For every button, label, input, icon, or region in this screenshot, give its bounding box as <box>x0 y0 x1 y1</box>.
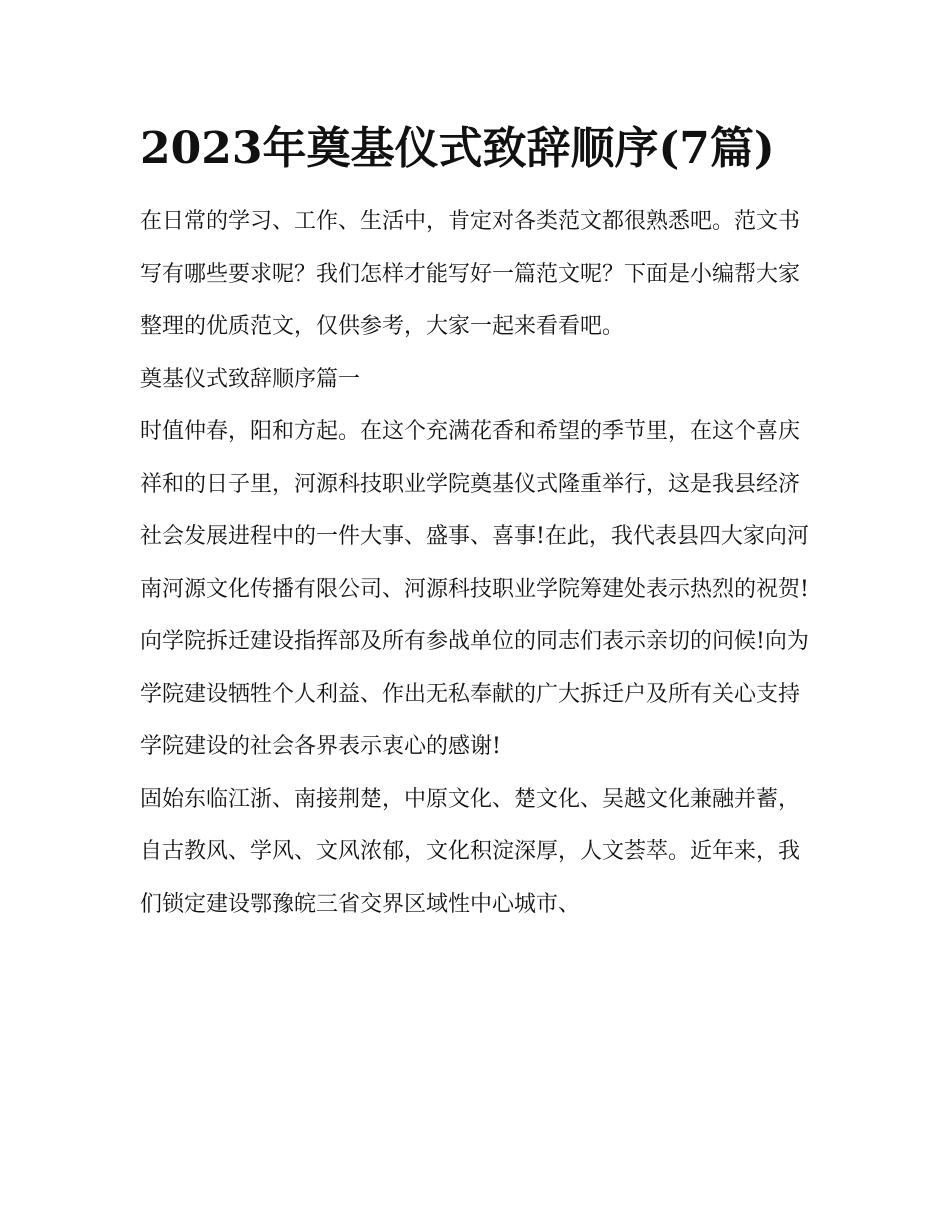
intro-paragraph: 在日常的学习、工作、生活中，肯定对各类范文都很熟悉吧。范文书写有哪些要求呢？我们怎样才能写好一篇范文呢？下面是小编帮大家整理的优质范文，仅供参考，大家一起来看看吧。 <box>140 209 801 339</box>
document-body <box>140 196 820 931</box>
section-heading: 奠基仪式致辞顺序篇一 <box>140 366 361 392</box>
body-paragraph: 固始东临江浙、南接荆楚，中原文化、楚文化、吴越文化兼融并蓄，自古教风、学风、文风浓郁，文化积淀深厚，人文荟萃。近年来，我们锁定建设鄂豫皖三省交界区域性中心城市、 <box>140 786 801 917</box>
body-paragraph: 时值仲春，阳和方起。在这个充满花香和希望的季节里，在这个喜庆祥和的日子里，河源科技职业学院奠基仪式隆重举行，这是我县经济社会发展进程中的一件大事、盛事、喜事!在此，我代表县四大家向河南河源文化传播有限公司、河源科技职业学院筹建处表示热烈的祝贺!向学院拆迁建设指挥部及所有参战单位的同志们表示亲切的问候!向为学院建设牺牲个人利益、作出无私奉献的广大拆迁户及所有关心支持学院建设的社会各界表示衷心的感谢! <box>140 419 809 759</box>
document-title: 2023年奠基仪式致辞顺序(7篇) <box>140 123 775 174</box>
document-content <box>140 116 820 931</box>
